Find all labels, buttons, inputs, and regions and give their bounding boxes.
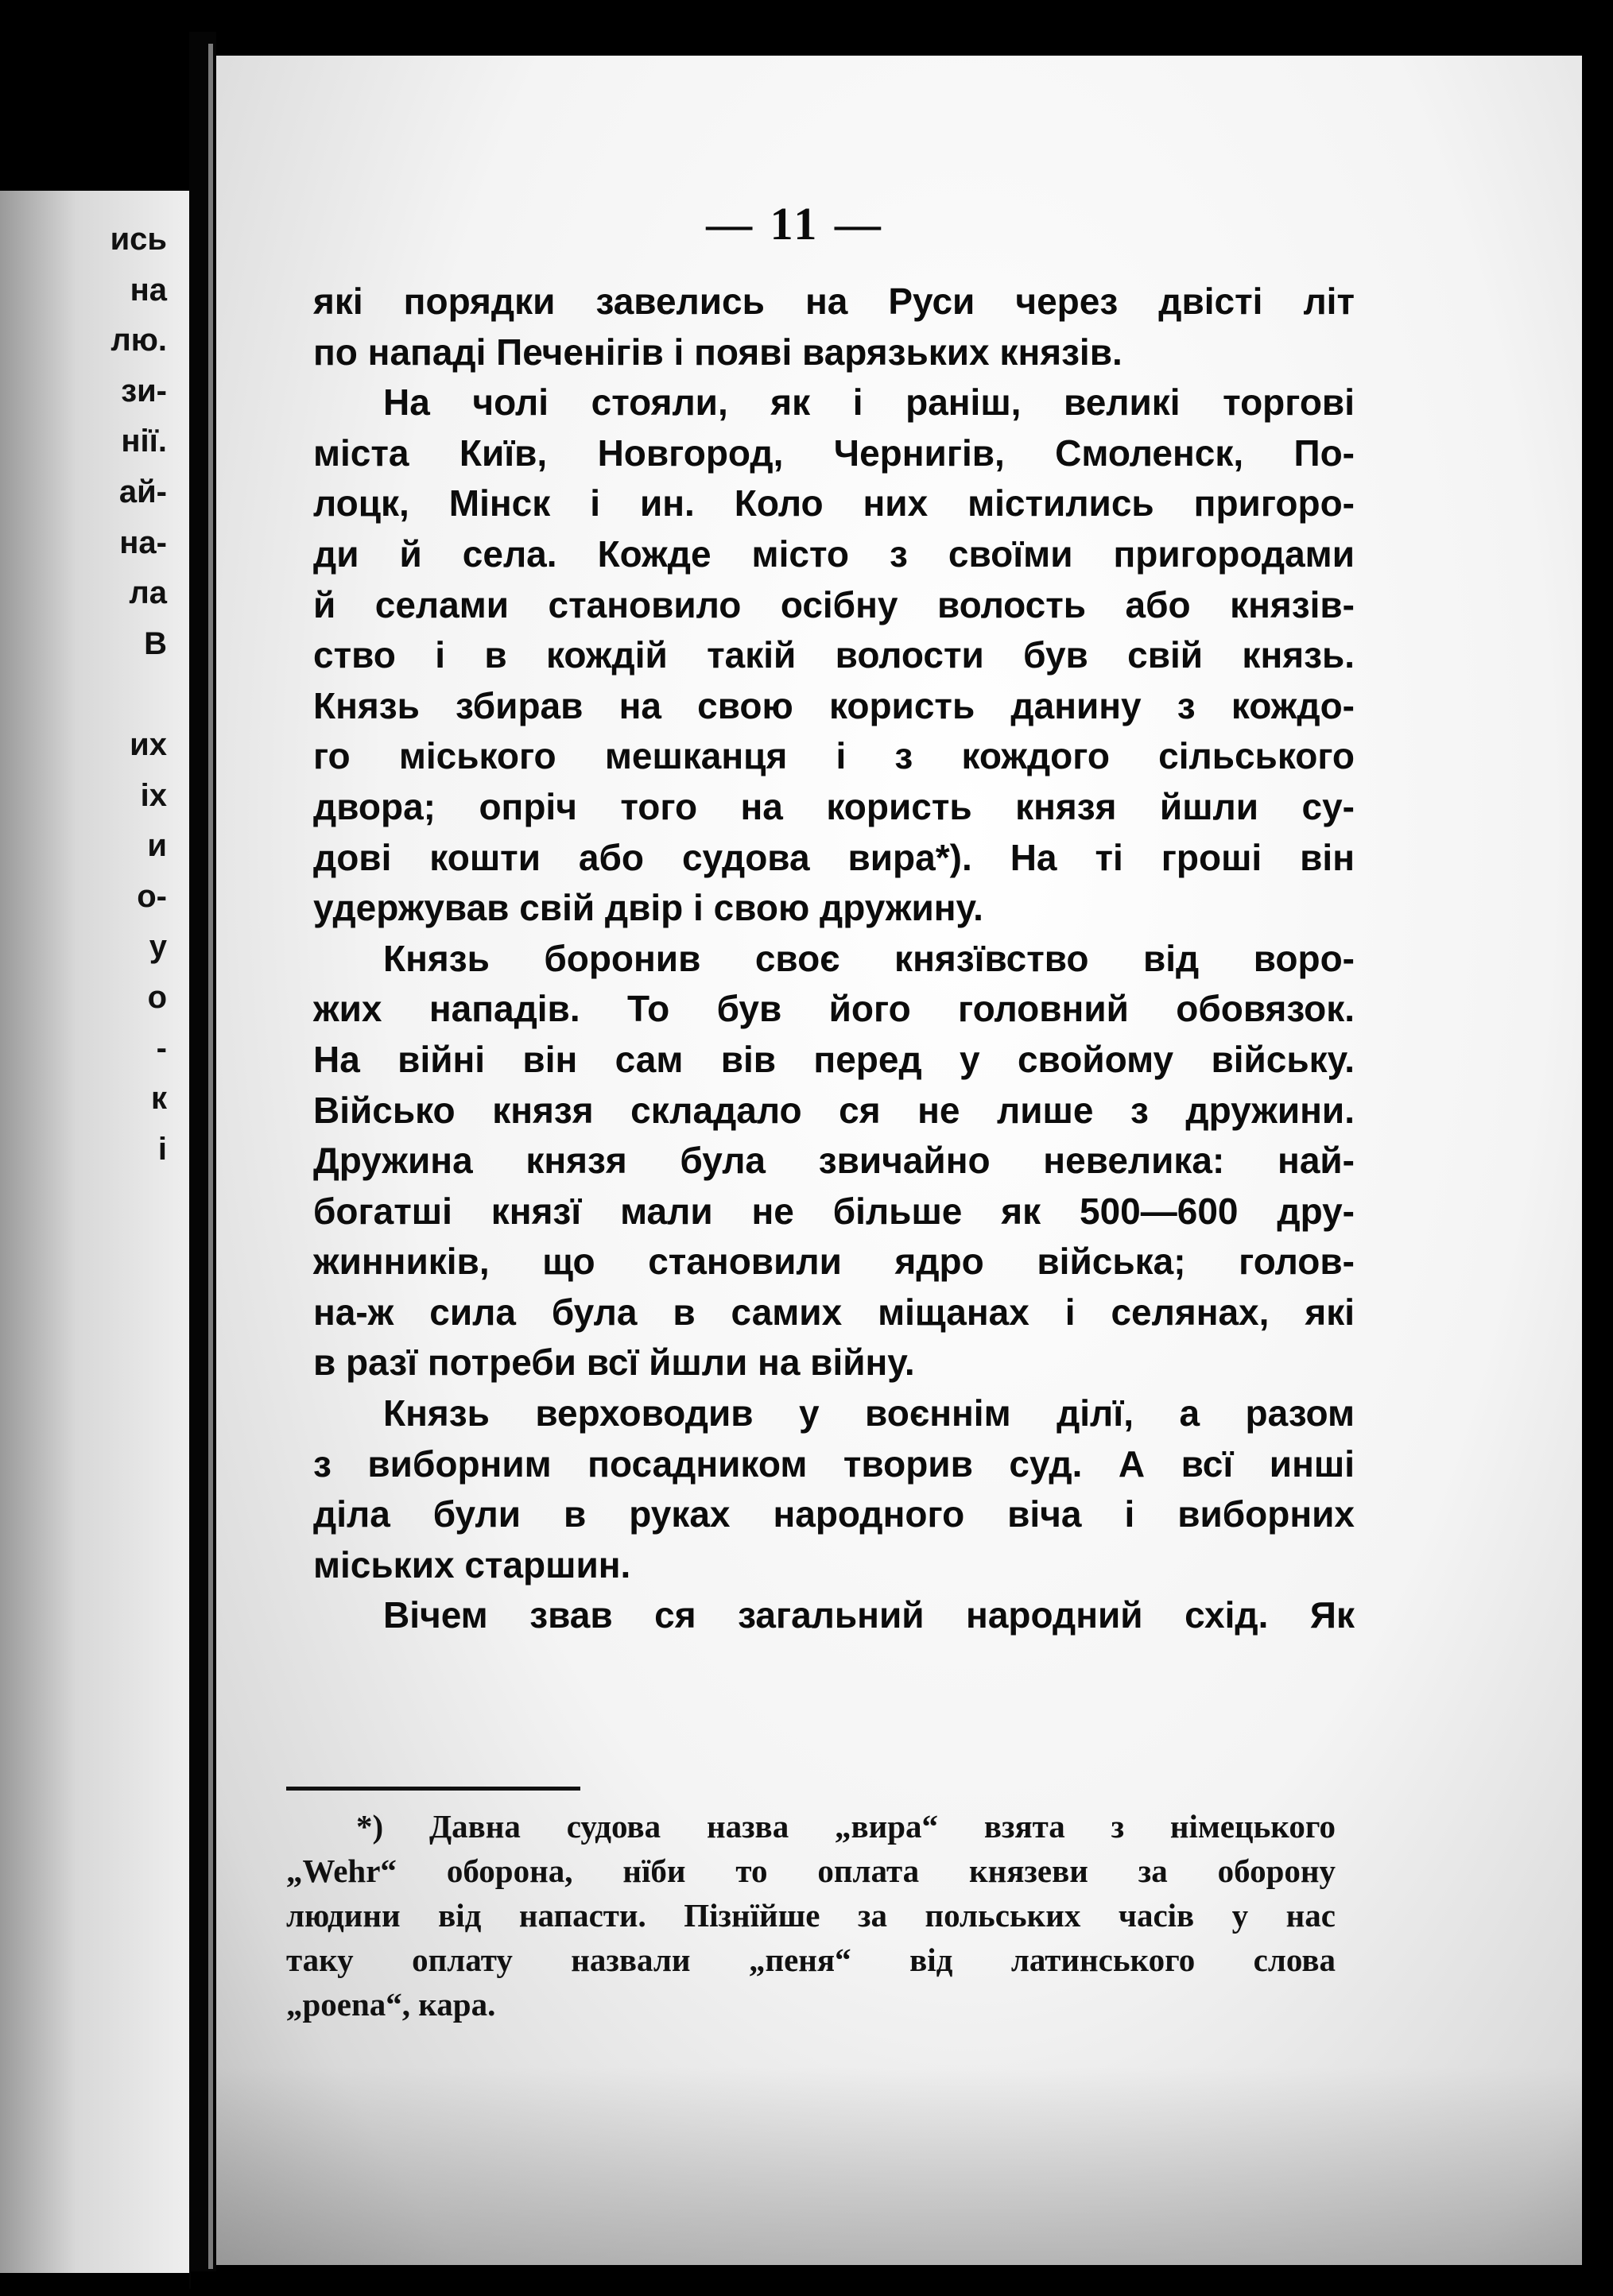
footnote-line: „Wehr“ оборона, нїби то оплата князеви за оборону — [286, 1853, 1336, 1889]
text-line: в разї потреби всї йшли на війну. — [313, 1342, 915, 1384]
text-line: міських старшин. — [313, 1543, 631, 1586]
text-line: з виборним посадником творив суд. А всї инші — [313, 1442, 1355, 1485]
previous-page-fragment: на — [130, 272, 167, 308]
text-line: ство і в кождій такій волости був свій князь. — [313, 634, 1355, 676]
text-line: богатші князї мали не більше як 500—600 дру- — [313, 1190, 1355, 1232]
text-line: жинників, що становили ядро війська; голов- — [313, 1241, 1355, 1283]
footnote-line: таку оплату назвали „пеня“ від латинського слова — [286, 1942, 1336, 1978]
previous-page-fragment: ай- — [118, 474, 167, 509]
previous-page-fragment: у — [149, 929, 167, 965]
text-line: Вічем звав ся загальний народний схід. Як — [383, 1594, 1355, 1636]
previous-page-fragment: ись — [110, 222, 167, 257]
footnote-divider — [286, 1787, 580, 1791]
text-line: Князь боронив своє князївство від воро- — [383, 937, 1355, 979]
page-number: — 11 — — [706, 198, 884, 250]
previous-page-fragment: нії. — [121, 424, 167, 459]
text-line: міста Київ, Новгород, Чернигів, Смоленск, По- — [313, 432, 1355, 474]
text-line: дові кошти або судова вира*). На ті гроші він — [313, 836, 1355, 878]
text-line: по нападі Печенігів і появі варязьких князів. — [313, 331, 1123, 373]
body-text — [313, 277, 1355, 1641]
text-line: лоцк, Мінск і ин. Коло них містились пригоро- — [313, 482, 1355, 525]
previous-page-fragment: на- — [119, 525, 167, 560]
previous-page-fragment: лю. — [111, 323, 167, 358]
footnote-line: людини від напасти. Пізнїйше за польських часів у нас — [286, 1897, 1336, 1934]
page-bottom-shadow — [216, 2066, 1582, 2265]
previous-page-fragment: о — [147, 979, 167, 1015]
previous-page-fragment: и — [147, 828, 167, 864]
previous-page-edge — [0, 191, 191, 2273]
text-line: Князь збирав на свою користь данину з кождо- — [313, 684, 1355, 726]
text-line: жих нападів. То був його головний обовязок. — [313, 988, 1355, 1030]
text-line: ди й села. Кожде місто з своїми пригородами — [313, 532, 1355, 575]
previous-page-fragment: ла — [129, 575, 167, 611]
footnote — [286, 1804, 1336, 2027]
text-line: двора; опріч того на користь князя йшли су- — [313, 785, 1355, 827]
text-line: Дружина князя була звичайно невелика: най- — [313, 1140, 1355, 1182]
text-line: Військо князя складало ся не лише з дружини. — [313, 1089, 1355, 1131]
spine-highlight — [208, 44, 213, 2269]
text-line: удержував свій двір і свою дружину. — [313, 887, 983, 929]
text-line: го міського мешканця і з кождого сільського — [313, 735, 1355, 777]
previous-page-fragment: зи- — [121, 373, 167, 408]
previous-page-fragment: і — [157, 1131, 167, 1167]
previous-page-fragment: В — [144, 625, 167, 661]
previous-page-fragment: - — [156, 1030, 167, 1066]
text-line: діла були в руках народного віча і виборних — [313, 1493, 1355, 1535]
text-line: які порядки завелись на Руси через двісті літ — [313, 281, 1355, 322]
text-line: на-ж сила була в самих міщанах і селянах, які — [313, 1291, 1355, 1333]
text-line: На війні він сам вів перед у свойому війську. — [313, 1038, 1355, 1080]
text-line: Князь верховодив у воєннім ділї, а разом — [383, 1392, 1355, 1435]
footnote-line: *) Давна судова назва „вира“ взята з німецького — [356, 1808, 1336, 1845]
text-line: На чолі стояли, як і раніш, великі торгові — [383, 381, 1355, 424]
previous-page-text-fragments — [8, 215, 167, 1175]
previous-page-fragment — [8, 669, 167, 720]
previous-page-fragment: их — [130, 726, 167, 762]
previous-page-fragment: іх — [140, 777, 167, 813]
text-line: й селами становило осібну волость або князів- — [313, 583, 1355, 625]
scan-bottom-border — [191, 2271, 1613, 2296]
previous-page-fragment: к — [150, 1081, 167, 1117]
previous-page-fragment: о- — [137, 878, 167, 914]
footnote-line: „poena“, кара. — [286, 1986, 496, 2023]
